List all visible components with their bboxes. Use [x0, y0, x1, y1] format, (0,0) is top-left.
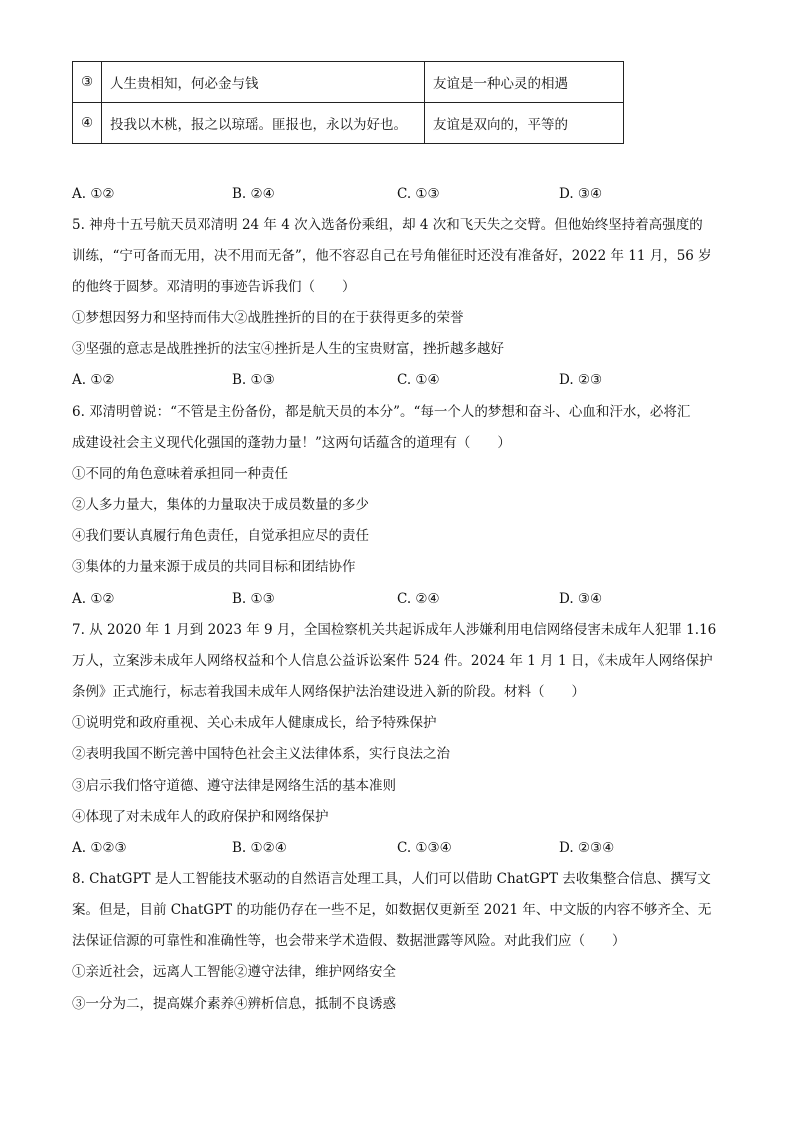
q6-options: [72, 589, 632, 609]
q5-stem-line: 5. 神舟十五号航天员邓清明 24 年 4 次入选备份乘组，却 4 次和飞天失之交臂。但他始终坚持着高强度的: [72, 217, 703, 233]
q7-stem-line: 条例》正式施行，标志着我国未成年人网络保护法治建设进入新的阶段。材料（ ）: [72, 684, 585, 700]
q5-stem-line: 训练，“宁可备而无用，决不用而无备”，他不容忍自己在号角催征时还没有准备好，2022 年 11 月，56 岁: [72, 248, 712, 264]
option-a[interactable]: A. ①②: [72, 591, 115, 607]
option-b[interactable]: B. ②④: [232, 186, 275, 202]
option-a[interactable]: A. ①②③: [72, 840, 127, 856]
row-number: ③: [73, 62, 102, 103]
table-row: [73, 103, 624, 144]
q7-options: [72, 838, 632, 858]
q6-stem-line: 6. 邓清明曾说：“不管是主份备份，都是航天员的本分”。“每一个人的梦想和奋斗、心血和汗水，必将汇: [72, 404, 691, 420]
q7-stem-line: 万人，立案涉未成年人网络权益和个人信息公益诉讼案件 524 件。2024 年 1 月 1 日，《未成年人网络保护: [72, 653, 713, 669]
q8-stem-line: 法保证信源的可靠性和准确性等，也会带来学术造假、数据泄露等风险。对此我们应（ ）: [72, 933, 626, 949]
row-number: ④: [73, 103, 102, 144]
q5-statement: ③坚强的意志是战胜挫折的法宝④挫折是人生的宝贵财富，挫折越多越好: [72, 341, 504, 357]
option-a[interactable]: A. ①②: [72, 372, 115, 388]
option-b[interactable]: B. ①③: [232, 591, 275, 607]
sayings-table: [72, 61, 624, 144]
q7-statement: ④体现了对未成年人的政府保护和网络保护: [72, 809, 329, 825]
meaning-cell: 友谊是双向的，平等的: [425, 103, 624, 144]
q4-options: [72, 184, 632, 204]
saying-cell: 投我以木桃，报之以琼瑶。匪报也，永以为好也。: [102, 103, 425, 144]
table-row: [73, 62, 624, 103]
option-c[interactable]: C. ①③④: [397, 840, 452, 856]
saying-cell: 人生贵相知，何必金与钱: [102, 62, 425, 103]
meaning-cell: 友谊是一种心灵的相遇: [425, 62, 624, 103]
option-c[interactable]: C. ①④: [397, 372, 440, 388]
option-d[interactable]: D. ②③: [559, 372, 603, 388]
q8-statement: ①亲近社会，远离人工智能②遵守法律，维护网络安全: [72, 964, 396, 980]
q6-statement: ②人多力量大，集体的力量取决于成员数量的多少: [72, 497, 369, 513]
q5-options: [72, 370, 632, 390]
option-d[interactable]: D. ②③④: [559, 840, 615, 856]
option-b[interactable]: B. ①③: [232, 372, 275, 388]
q8-stem-line: 8. ChatGPT 是人工智能技术驱动的自然语言处理工具，人们可以借助 ChatGPT 去收集整合信息、撰写文: [72, 871, 711, 887]
q7-stem-line: 7. 从 2020 年 1 月到 2023 年 9 月，全国检察机关共起诉成年人涉嫌利用电信网络侵害未成年人犯罪 1.16: [72, 622, 717, 638]
option-d[interactable]: D. ③④: [559, 591, 603, 607]
q8-stem-line: 案。但是，目前 ChatGPT 的功能仍存在一些不足，如数据仅更新至 2021 年、中文版的内容不够齐全、无: [72, 902, 712, 918]
q6-statement: ③集体的力量来源于成员的共同目标和团结协作: [72, 559, 356, 575]
q6-statement: ①不同的角色意味着承担同一种责任: [72, 466, 288, 482]
q7-statement: ②表明我国不断完善中国特色社会主义法律体系，实行良法之治: [72, 746, 450, 762]
q6-stem-line: 成建设社会主义现代化强国的蓬勃力量！”这两句话蕴含的道理有（ ）: [72, 435, 511, 451]
q7-statement: ③启示我们恪守道德、遵守法律是网络生活的基本准则: [72, 778, 396, 794]
q8-statement: ③一分为二，提高媒介素养④辨析信息，抵制不良诱惑: [72, 996, 396, 1012]
q7-statement: ①说明党和政府重视、关心未成年人健康成长，给予特殊保护: [72, 715, 437, 731]
q5-stem-line: 的他终于圆梦。邓清明的事迹告诉我们（ ）: [72, 279, 356, 295]
option-d[interactable]: D. ③④: [559, 186, 603, 202]
q5-statement: ①梦想因努力和坚持而伟大②战胜挫折的目的在于获得更多的荣誉: [72, 310, 464, 326]
option-b[interactable]: B. ①②④: [232, 840, 287, 856]
option-c[interactable]: C. ②④: [397, 591, 440, 607]
option-a[interactable]: A. ①②: [72, 186, 115, 202]
option-c[interactable]: C. ①③: [397, 186, 440, 202]
q6-statement: ④我们要认真履行角色责任，自觉承担应尽的责任: [72, 528, 369, 544]
